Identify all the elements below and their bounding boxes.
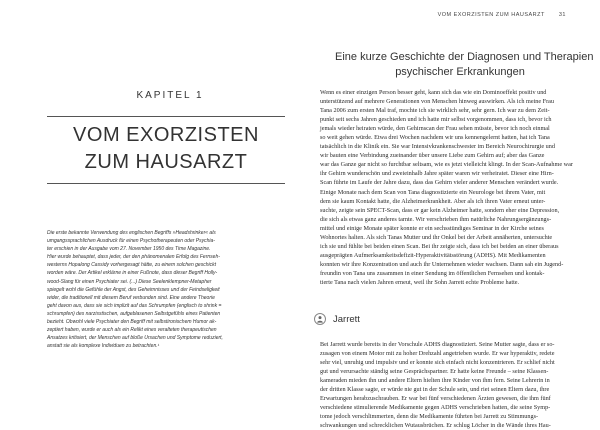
body-line: Wenn es einer einzigen Person besser geht, kann sich das wie ein Dominoeffekt positiv und <box>320 89 547 96</box>
chapter-title-line: VOM EXORZISTEN <box>73 124 259 146</box>
body-line: freundin von Tana uns zusammen in einer Sendung im öffentlichen Fernsehen und kontak- <box>320 269 545 277</box>
epigraph-line: wood-Slang für einen Psychiater sei. (...) Diese Seelenklempner-Metapher <box>47 278 212 285</box>
body-line: wir bauten eine Verbindung zueinander über unsere Liebe zum Gehirn auf; aber das Ganze <box>320 152 545 160</box>
body-line: zusagen von einem Motor mit zu hoher Drehzahl angetrieben wurde. Er war hyperaktiv, redete <box>320 350 555 358</box>
running-head <box>438 12 566 18</box>
body-line: sehr viel, unruhig und impulsiv und er konnte sich einfach nicht konzentrieren. Er schlief nicht <box>320 359 555 367</box>
epigraph-line: zeptiert haben, wurde er auch als ein Relikt eines veralteten therapeutischen <box>47 327 217 334</box>
body-line: verschiedene stimulierende Medikamente gegen ADHS verschrieben hatten, die seine Symp- <box>320 404 551 412</box>
body-line: mittel und einige Monate später konnte er ein sechsstündiges Seminar in der Kirche seines <box>320 224 544 232</box>
body-line: tome jedoch verschlimmerten, denn die Medikamente führten bei Jarrett zu Stimmungs- <box>320 413 539 421</box>
body-line: jemals wieder heiraten würde, den Gehirnscan der Frau sehen müsste, bevor ich noch einmal <box>320 125 550 133</box>
body-line: tatsächlich in die Klinik ein. Sie war Intensivkrankenschwester im Bereich Neurochirurgie und <box>320 143 555 151</box>
body-line: schwankungen und schrecklichen Wutausbrüchen. Er schlug Löcher in die Wände ihres Hau- <box>320 422 551 430</box>
chapter-title <box>47 122 285 176</box>
body-line: ich sie und fühlte bei beiden einen Scan. Bei ihr zeigte sich, dass ich bei beiden an einer überaus <box>320 242 559 250</box>
body-line: Erwartungen herabzuschrauben. Er war bei fünf verschiedenen Ärzten gewesen, die ihm fünf <box>320 395 551 403</box>
case-paragraph <box>320 340 584 430</box>
section-title-line: psychischer Erkrankungen <box>395 65 525 78</box>
case-heading <box>314 311 360 327</box>
epigraph-line: Die erste bekannte Verwendung des englischen Begriffs »Headshrinker« als <box>47 230 216 236</box>
section-title-line: Eine kurze Geschichte der Diagnosen und Therapien <box>335 51 594 63</box>
epigraph-line: umgangssprachlichen Ausdruck für einen Psychotherapeuten oder Psychia- <box>47 238 215 245</box>
body-line: kameraden mieden ihn und andere Eltern hielten ihre Kinder von ihm fern. Seine Lehrerin in <box>320 377 550 385</box>
body-line: unterstützend auf mehrere Generationen von Menschen hinweg auswirken. Als ich meine Frau <box>320 98 555 106</box>
epigraph-line: Ansatzes kritisiert, der Menschen auf bloße Ursachen und Symptome reduziert, <box>47 335 223 342</box>
epigraph-line: geht davon aus, dass sie sich implizit auf das Schrumpfen (englisch to shrink = <box>47 302 222 309</box>
title-rule-top <box>47 116 285 117</box>
case-name: Jarrett <box>333 313 360 325</box>
body-line: ihr Gehirn wunderschön und zweieinhalb Jahre später waren wir verheiratet. Dieser eine Hirn- <box>320 170 554 178</box>
body-line: war das Ganze gar nicht so furchtbar seltsam, wie es jetzt vielleicht klingt. In der Scan-Aufnahme war <box>320 161 573 169</box>
body-paragraphs <box>320 88 584 287</box>
body-line: Tana 2006 zum ersten Mal traf, mochte ich sie wirklich sehr, sehr gern. Ich war zu dem Zeit- <box>320 107 550 115</box>
title-rule-bottom <box>47 183 285 184</box>
body-line: die sich als etwas ganz anderes tarnte. Wir verschrieben ihm natürliche Nahrungsergänzungs- <box>320 215 552 223</box>
epigraph-line: ter erschien in der Ausgabe vom 27. November 1950 des Time Magazine. <box>47 246 211 253</box>
epigraph-line: worden wäre. Der Artikel erklärne in einer Fußnote, dass dieser Begriff Holly- <box>47 270 218 277</box>
epigraph-line: Hier wurde behauptet, dass jeder, der den phänomenalen Erfolg des Fernseh- <box>47 254 220 261</box>
body-line: dem sie kaum Kontakt hatte, die Alzheimerkrankheit. Aber als ich ihren Vater erneut unter- <box>320 197 546 205</box>
person-silhouette-icon <box>314 313 326 325</box>
epigraph-line: spiegelt wohl die Gefühle der Angst, des Geheimnisses und der Feindseligkeit <box>47 286 220 293</box>
chapter-epigraph <box>47 229 288 350</box>
epigraph-line: westerns Hopalong Cassidy vorhergesagt hätte, zu einem solchen geschickt <box>47 262 216 269</box>
page-number: 31 <box>558 12 566 18</box>
body-line: suchte, zeigte sein SPECT-Scan, dass er gar kein Alzheimer hatte, sondern eher eine Depression, <box>320 206 560 214</box>
section-title <box>335 50 594 79</box>
epigraph-line: bezieht. Obwohl viele Psychiater den Begriff mit selbstironischem Humor ak- <box>47 319 217 326</box>
epigraph-line: wider, die traditionell mit diesem Beruf verbunden sind. Eine andere Theorie <box>47 294 215 301</box>
chapter-title-line: ZUM HAUSARZT <box>84 151 248 173</box>
chapter-number: KAPITEL 1 <box>136 90 204 101</box>
left-page <box>0 0 300 423</box>
epigraph-line: anstatt sie als komplexe Individuen zu betrachten.¹ <box>47 343 160 350</box>
body-line: der dritten Klasse sagte, er würde nie gut in der Schule sein, und riet seinen Eltern dazu, ihre <box>320 386 550 394</box>
epigraph-line: schrumpfen) des narzisstischen, aufgeblasenen Selbstgefühls eines Patienten <box>47 310 221 317</box>
body-line: Bei Jarrett wurde bereits in der Vorschule ADHS diagnostiziert. Seine Mutter sagte, dass er so- <box>320 341 555 348</box>
body-line: punkt seit sechs Jahren geschieden und ich hatte mir selbst vorgenommen, dass ich, bevor ich <box>320 116 552 124</box>
running-head-title: VOM EXORZISTEN ZUM HAUSARZT <box>437 12 545 18</box>
body-line: ausgeprägten Aufmerksamkeitsdefizit-Hyperaktivitätsstörung (ADHS). Mit Medikamenten <box>320 251 546 259</box>
body-line: konnten wir ihre Konzentration und auch ihr Unternehmen wieder wachsen. Dann sah ein Jugend- <box>320 260 564 268</box>
body-line: Einige Monate nach dem Scan von Tana diagnostizierte ein Neurologe bei ihrem Vater, mit <box>320 188 546 196</box>
body-line: Scan führte im Laufe der Jahre dazu, dass das Gehirn vieler anderer Menschen verändert wurde. <box>320 179 559 187</box>
body-line: so weit gehen würde. Etwa drei Wochen nachdem wir uns kennengelernt hatten, hat ich Tana <box>320 134 550 142</box>
body-line: tierte Tana nach vielen Jahren erneut, weil ihr Sohn Jarrett echte Probleme hatte. <box>320 278 520 286</box>
body-line: gut und verursachte ständig seine Gesprächspartner. Er hatte keine Freunde – seine Klassen- <box>320 368 549 376</box>
body-line: Wohnortes halten. Als sich Tanas Mutter und ihr Onkel bei der Arbeit annäherten, untersuchte <box>320 233 553 241</box>
